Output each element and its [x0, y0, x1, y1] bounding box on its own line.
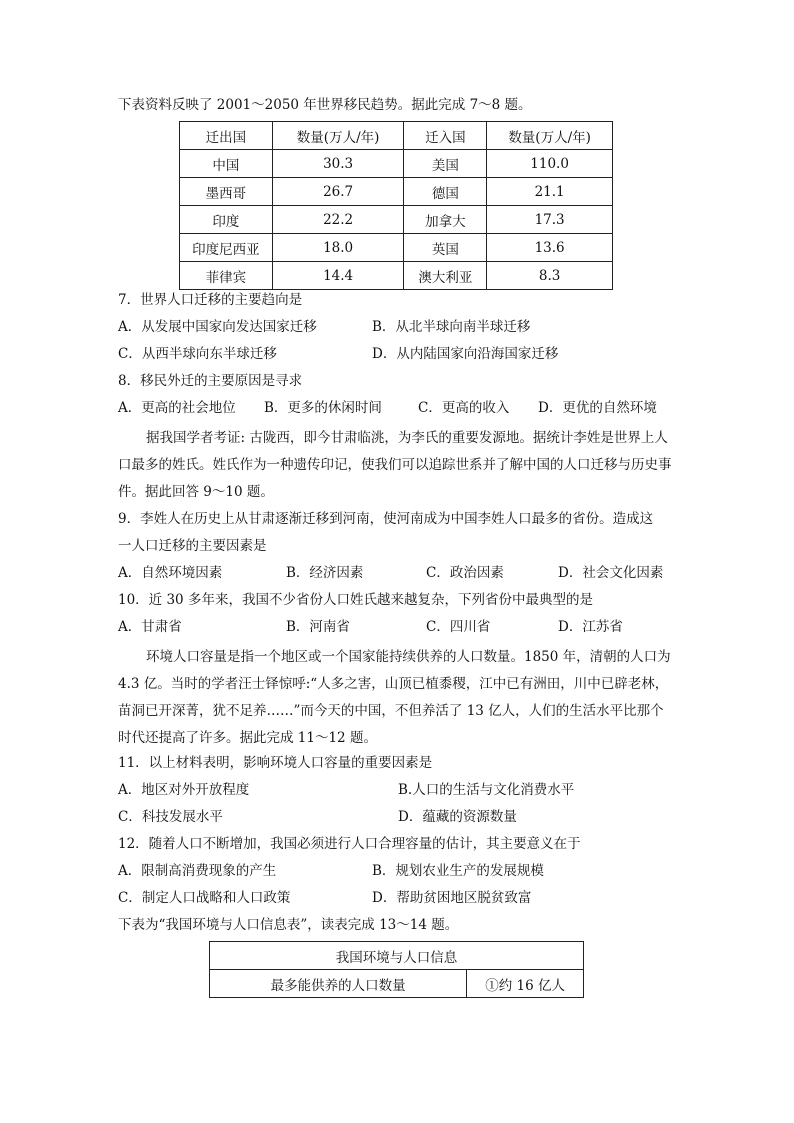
migration-table: [179, 121, 613, 290]
table-cell: 印度: [180, 206, 273, 234]
table-cell: 22.2: [272, 206, 404, 234]
table-cell: 墨西哥: [180, 178, 273, 206]
option-c: C．更高的收入: [418, 400, 510, 416]
table-cell: 14.4: [272, 262, 404, 290]
table-cell: ①约 16 亿人: [467, 970, 584, 998]
option-c: C．政治因素: [426, 565, 504, 581]
environment-population-table: [209, 941, 584, 998]
table-cell: 17.3: [487, 206, 613, 234]
table-row: [180, 150, 613, 178]
table-title: 我国环境与人口信息: [210, 942, 584, 970]
table-cell: 加拿大: [404, 206, 487, 234]
option-a: A．自然环境因素: [118, 565, 223, 581]
table-cell: 30.3: [272, 150, 404, 178]
option-d: D．更优的自然环境: [538, 400, 657, 416]
option-d: D．江苏省: [558, 619, 623, 635]
table-cell: 110.0: [487, 150, 613, 178]
option-d: D．从内陆国家向沿海国家迁移: [372, 346, 559, 362]
table-cell: 德国: [404, 178, 487, 206]
intro-text: 下表资料反映了 2001～2050 年世界移民趋势。据此完成 7～8 题。: [118, 97, 532, 113]
option-a: A．更高的社会地位: [118, 400, 236, 416]
question-11-stem: 11．以上材料表明，影响环境人口容量的重要因素是: [118, 755, 433, 771]
table-cell: 26.7: [272, 178, 404, 206]
option-a: A．地区对外开放程度: [118, 782, 250, 798]
table-title-row: [210, 942, 584, 970]
option-c: C．制定人口战略和人口政策: [118, 890, 291, 906]
header-cell: 迁出国: [180, 122, 273, 150]
option-b: B．规划农业生产的发展规模: [372, 863, 544, 879]
table-row: [180, 262, 613, 290]
header-cell: 数量(万人/年): [487, 122, 613, 150]
option-c: C．从西半球向东半球迁移: [118, 346, 277, 362]
question-10-stem: 10．近 30 多年来，我国不少省份人口姓氏越来越复杂，下列省份中最典型的是: [118, 592, 593, 608]
table-cell: 美国: [404, 150, 487, 178]
option-a: A．甘肃省: [118, 619, 182, 635]
option-b: B．从北半球向南半球迁移: [372, 319, 531, 335]
option-b: B．经济因素: [286, 565, 364, 581]
table-row: [180, 206, 613, 234]
option-b: B.人口的生活与文化消费水平: [398, 782, 575, 798]
table-cell: 澳大利亚: [404, 262, 487, 290]
table-row: [180, 234, 613, 262]
question-12-stem: 12．随着人口不断增加，我国必须进行人口合理容量的估计，其主要意义在于: [118, 836, 581, 852]
table-cell: 13.6: [487, 234, 613, 262]
option-b: B．河南省: [286, 619, 350, 635]
table-row: [180, 178, 613, 206]
option-c: C．四川省: [426, 619, 491, 635]
table-cell: 21.1: [487, 178, 613, 206]
passage-environment-capacity: 环境人口容量是指一个地区或一个国家能持续供养的人口数量。1850 年，清朝的人口为 4.3 亿。当时的学者汪士铎惊呼:“人多之害，山顶已植黍稷，江中已有洲田，川中已辟老林，苗洞已开深菁，犹不足养……”而今天的中国，不但养活了 13 亿人，人们的生活水平比那个时代还提高了许多。据此完成 11～12 题。: [118, 649, 671, 746]
table-cell: 8.3: [487, 262, 613, 290]
option-a: A．限制高消费现象的产生: [118, 863, 277, 879]
header-cell: 数量(万人/年): [272, 122, 404, 150]
option-d: D．蕴藏的资源数量: [398, 809, 517, 825]
table-cell: 印度尼西亚: [180, 234, 273, 262]
option-a: A．从发展中国家向发达国家迁移: [118, 319, 317, 335]
header-cell: 迁入国: [404, 122, 487, 150]
table-cell: 菲律宾: [180, 262, 273, 290]
table-cell: 18.0: [272, 234, 404, 262]
option-b: B．更多的休闲时间: [264, 400, 382, 416]
table-header-row: [180, 122, 613, 150]
question-9-stem-line1: 9．李姓人在历史上从甘肃逐渐迁移到河南，使河南成为中国李姓人口最多的省份。造成这: [118, 511, 654, 527]
table-row: [210, 970, 584, 998]
question-9-stem-line2: 一人口迁移的主要因素是: [118, 538, 267, 554]
passage-li-surname: 据我国学者考证: 古陇西，即今甘肃临洮，为李氏的重要发源地。据统计李姓是世界上人口最多的姓氏。姓氏作为一种遗传印记，使我们可以追踪世系并了解中国的人口迁移与历史事件。据此回答 9～10 题。: [118, 430, 672, 500]
option-d: D．帮助贫困地区脱贫致富: [372, 890, 532, 906]
option-d: D．社会文化因素: [558, 565, 664, 581]
table-cell: 英国: [404, 234, 487, 262]
option-c: C．科技发展水平: [118, 809, 223, 825]
question-7-stem: 7．世界人口迁移的主要趋向是: [118, 292, 303, 308]
intro-text: 下表为“我国环境与人口信息表”，读表完成 13～14 题。: [118, 917, 459, 933]
table-cell: 中国: [180, 150, 273, 178]
question-8-stem: 8．移民外迁的主要原因是寻求: [118, 373, 303, 389]
table-cell: 最多能供养的人口数量: [210, 970, 467, 998]
